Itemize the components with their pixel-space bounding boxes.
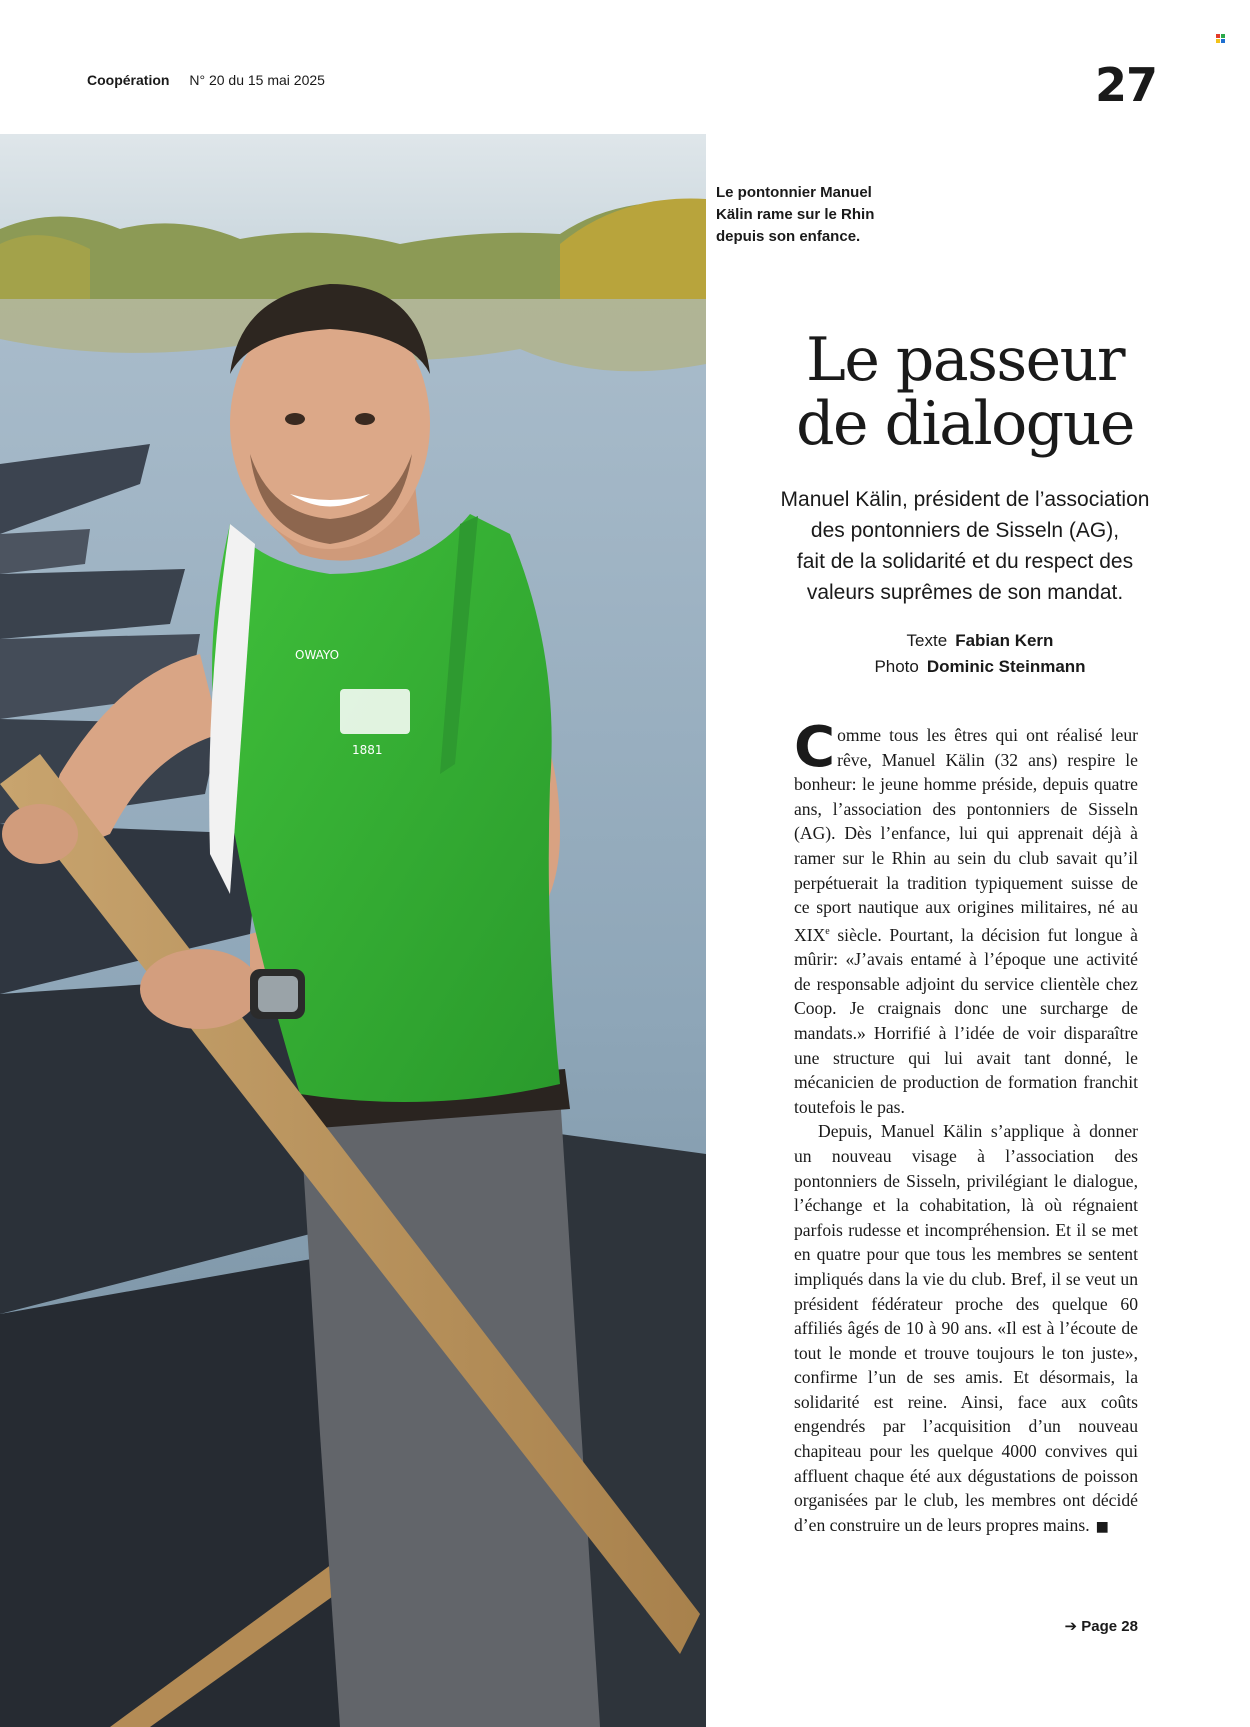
paragraph-1-text-cont: siècle. Pourtant, la décision fut longue à mûrir: «J’avais entamé à l’époque une activité de responsable adjoint du service clientèle chez Coop. Je craignais donc une surcharge de mandats.» Horrifié à l’idée de voir disparaître une structure qui lui avait tant donné, le mécanicien de production de formation franchit toutefois le pas.: [794, 924, 1138, 1117]
photo-caption: Le pontonnier Manuel Kälin rame sur le Rhin depuis son enfance.: [716, 184, 875, 245]
end-mark: ■: [1095, 1518, 1109, 1535]
color-registration-mark: [1216, 34, 1225, 43]
standfirst-line: valeurs suprêmes de son mandat.: [806, 581, 1124, 604]
photo-credit-label: Photo: [874, 657, 919, 676]
standfirst-line: Manuel Kälin, président de l’association: [780, 488, 1150, 511]
jersey-brand: OWAYO: [295, 648, 340, 662]
text-credit-label: Texte: [906, 631, 948, 650]
photo-credit: [700, 654, 1250, 680]
continuation-link[interactable]: ➔ Page 28: [1064, 1618, 1138, 1635]
jersey-year: 1881: [352, 743, 383, 757]
paragraph-1-text: omme tous les êtres qui ont réalisé leur rêve, Manuel Kälin (32 ans) respire le bonheur: le jeune homme préside, depuis quatre ans, l’association des pontonniers de Sisseln (AG). Dès l’enfance, lui qui apprenait déjà à ramer sur le Rhin au sein du club savait qu’il perpétuerait la tradition typiquement suisse de ce sport nautique aux origines militaires, né au XIX: [794, 725, 1138, 945]
publication-header: [87, 72, 325, 88]
headline-line-1: Le passeur: [805, 325, 1125, 395]
page-number: 27: [1095, 58, 1158, 112]
credits: [700, 628, 1250, 680]
drop-cap: C: [794, 715, 834, 780]
standfirst: [745, 484, 1185, 608]
headline: [720, 325, 1210, 459]
paragraph-2-text: Depuis, Manuel Kälin s’applique à donner un nouveau visage à l’association des pontonniers de Sisseln, privilégiant le dialogue, l’échange et la cohabitation, là où régnaient parfois rudesse et incompréhension. Et il se met en quatre pour que tous les membres se sentent impliqués dans la vie du club. Bref, il se veut un président fédérateur proche des quelque 60 affiliés âgés de 10 à 90 ans. «Il est à l’écoute de tout le monde et trouve toujours le ton juste», confirme l’un de ses amis. Et désormais, la solidarité est reine. Ainsi, face aux coûts engendrés par l’acquisition d’un nouveau chapiteau pour les quelque 4000 convives qui affluent chaque été aux dégustations de poisson organisées par le club, les membres ont décidé d’en construire un de leurs propres mains.: [794, 1121, 1138, 1535]
headline-line-2: de dialogue: [796, 389, 1134, 459]
text-credit-author: Fabian Kern: [955, 631, 1054, 650]
century-superscript: e: [825, 925, 830, 937]
text-credit: [700, 628, 1250, 654]
issue-date: N° 20 du 15 mai 2025: [189, 72, 325, 88]
paragraph-1: [794, 715, 1138, 1119]
standfirst-line: des pontonniers de Sisseln (AG),: [810, 519, 1120, 542]
paragraph-2: [794, 1119, 1138, 1539]
article-body: [794, 715, 1138, 1539]
publication-name: Coopération: [87, 72, 170, 88]
article-photo: [0, 134, 706, 1727]
standfirst-line: fait de la solidarité et du respect des: [796, 550, 1134, 573]
photo-credit-author: Dominic Steinmann: [926, 657, 1086, 676]
